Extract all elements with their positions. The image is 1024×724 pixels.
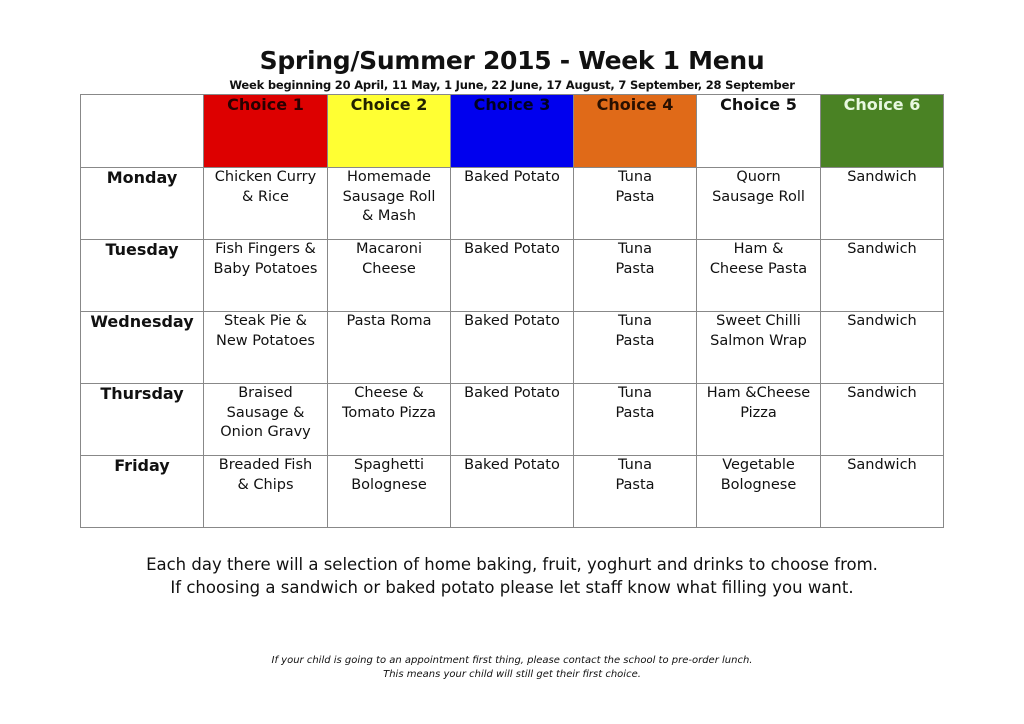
table-row-monday <box>81 168 944 240</box>
menu-item-cell <box>328 240 451 312</box>
menu-item-line: Baby Potatoes <box>213 260 318 277</box>
menu-item-cell <box>697 456 821 528</box>
menu-item-cell <box>821 384 944 456</box>
menu-item-cell <box>328 312 451 384</box>
page-title: Spring/Summer 2015 - Week 1 Menu <box>259 46 765 75</box>
menu-item-line: Sandwich <box>847 457 917 473</box>
week-dates-subtitle: Week beginning 20 April, 11 May, 1 June, 22 June, 17 August, 7 September, 28 September <box>229 78 795 92</box>
column-header-choice-3 <box>451 95 574 168</box>
menu-item-line: Baked Potato <box>464 241 560 257</box>
column-header-choice-6 <box>821 95 944 168</box>
menu-item-line: Bolognese <box>351 476 427 493</box>
menu-item-line: Pasta <box>615 188 655 205</box>
table-row-thursday <box>81 384 944 456</box>
menu-item-line: Tuna <box>618 169 652 185</box>
table-row-friday <box>81 456 944 528</box>
day-label: Monday <box>81 168 204 240</box>
header-row <box>81 95 944 168</box>
column-header-label: Choice 4 <box>596 95 674 114</box>
menu-item-line: Baked Potato <box>464 385 560 401</box>
menu-item-cell <box>697 384 821 456</box>
menu-item-line: Cheese Pasta <box>709 260 808 277</box>
column-header-label: Choice 1 <box>227 95 304 114</box>
menu-item-line: & Mash <box>361 208 417 224</box>
notes-line-1: Each day there will a selection of home baking, fruit, yoghurt and drinks to choose from. <box>146 555 878 574</box>
menu-item-cell <box>574 240 697 312</box>
column-header-choice-4 <box>574 95 697 168</box>
menu-item-line: Pizza <box>740 404 777 421</box>
menu-item-line: Fish Fingers & <box>215 241 316 257</box>
menu-item-cell <box>821 168 944 240</box>
menu-item-line: Steak Pie & <box>224 313 307 329</box>
menu-item-line: Ham &Cheese <box>706 385 811 401</box>
menu-item-line: Spaghetti <box>353 457 424 473</box>
menu-item-cell <box>328 456 451 528</box>
menu-table <box>80 94 944 528</box>
menu-item-line: Breaded Fish <box>218 457 313 473</box>
menu-item-line: Braised <box>238 385 293 401</box>
day-label: Thursday <box>81 384 204 456</box>
column-header-label: Choice 5 <box>720 95 797 114</box>
day-label: Wednesday <box>81 312 204 384</box>
menu-item-line: Quorn <box>736 169 781 185</box>
column-header-choice-1 <box>204 95 328 168</box>
menu-item-line: New Potatoes <box>216 332 315 349</box>
menu-item-line: Vegetable <box>722 457 795 473</box>
menu-item-line: Sausage & <box>226 404 305 421</box>
footer-note <box>0 654 1024 682</box>
menu-item-cell <box>451 240 574 312</box>
menu-item-cell <box>697 240 821 312</box>
menu-item-cell <box>574 456 697 528</box>
menu-item-line: Homemade <box>347 169 431 185</box>
menu-item-cell <box>574 312 697 384</box>
table-row-wednesday <box>81 312 944 384</box>
menu-item-cell <box>697 312 821 384</box>
menu-item-line: Pasta <box>615 404 655 421</box>
menu-item-line: Macaroni <box>356 241 422 257</box>
menu-item-line: Chicken Curry <box>214 169 317 185</box>
menu-item-cell <box>328 168 451 240</box>
menu-item-line: Pasta Roma <box>346 313 432 329</box>
menu-item-cell <box>821 456 944 528</box>
menu-item-line: Sausage Roll <box>712 188 805 205</box>
menu-item-line: Cheese & <box>354 385 424 401</box>
menu-item-cell <box>451 384 574 456</box>
column-header-label: Choice 3 <box>473 95 551 114</box>
day-label: Friday <box>81 456 204 528</box>
table-row-tuesday <box>81 240 944 312</box>
menu-item-line: Onion Gravy <box>220 424 311 440</box>
menu-item-cell <box>204 456 328 528</box>
menu-item-line: Pasta <box>615 476 655 493</box>
notes-line-2: If choosing a sandwich or baked potato please let staff know what filling you want. <box>170 578 854 597</box>
menu-item-cell <box>451 312 574 384</box>
menu-item-cell <box>204 312 328 384</box>
column-header-label: Choice 6 <box>843 95 921 114</box>
menu-item-cell <box>574 384 697 456</box>
menu-item-line: & Chips <box>237 476 294 493</box>
column-header-choice-2 <box>328 95 451 168</box>
corner-cell <box>81 95 204 168</box>
menu-item-line: Cheese <box>362 260 416 277</box>
menu-item-line: Sandwich <box>847 169 917 185</box>
menu-item-line: Tuna <box>618 241 652 257</box>
footer-line-1: If your child is going to an appointment first thing, please contact the school to pre-order lunch. <box>271 655 753 666</box>
menu-item-line: Tuna <box>618 385 652 401</box>
menu-item-line: Pasta <box>615 332 655 349</box>
menu-item-line: Baked Potato <box>464 313 560 329</box>
menu-item-line: Bolognese <box>720 476 797 493</box>
menu-item-line: Tomato Pizza <box>341 404 436 421</box>
menu-notes <box>0 553 1024 599</box>
menu-item-line: & Rice <box>242 188 289 205</box>
menu-item-line: Sausage Roll <box>342 188 436 205</box>
menu-item-cell <box>821 312 944 384</box>
menu-item-cell <box>451 168 574 240</box>
column-header-choice-5 <box>697 95 821 168</box>
day-label: Tuesday <box>81 240 204 312</box>
menu-item-cell <box>451 456 574 528</box>
footer-line-2: This means your child will still get their first choice. <box>383 669 641 680</box>
menu-item-line: Sweet Chilli <box>716 313 801 329</box>
menu-item-cell <box>204 384 328 456</box>
menu-item-cell <box>204 240 328 312</box>
menu-item-line: Ham & <box>733 241 784 257</box>
menu-item-line: Tuna <box>618 457 652 473</box>
menu-item-line: Sandwich <box>847 313 917 329</box>
menu-item-cell <box>328 384 451 456</box>
menu-item-line: Sandwich <box>847 385 917 401</box>
menu-item-line: Baked Potato <box>464 457 560 473</box>
menu-item-line: Pasta <box>615 260 655 277</box>
column-header-label: Choice 2 <box>350 95 428 114</box>
menu-item-line: Sandwich <box>847 241 917 257</box>
menu-item-cell <box>697 168 821 240</box>
menu-item-line: Salmon Wrap <box>710 332 807 349</box>
menu-item-cell <box>204 168 328 240</box>
menu-item-cell <box>574 168 697 240</box>
menu-item-cell <box>821 240 944 312</box>
menu-item-line: Baked Potato <box>464 169 560 185</box>
menu-item-line: Tuna <box>618 313 652 329</box>
